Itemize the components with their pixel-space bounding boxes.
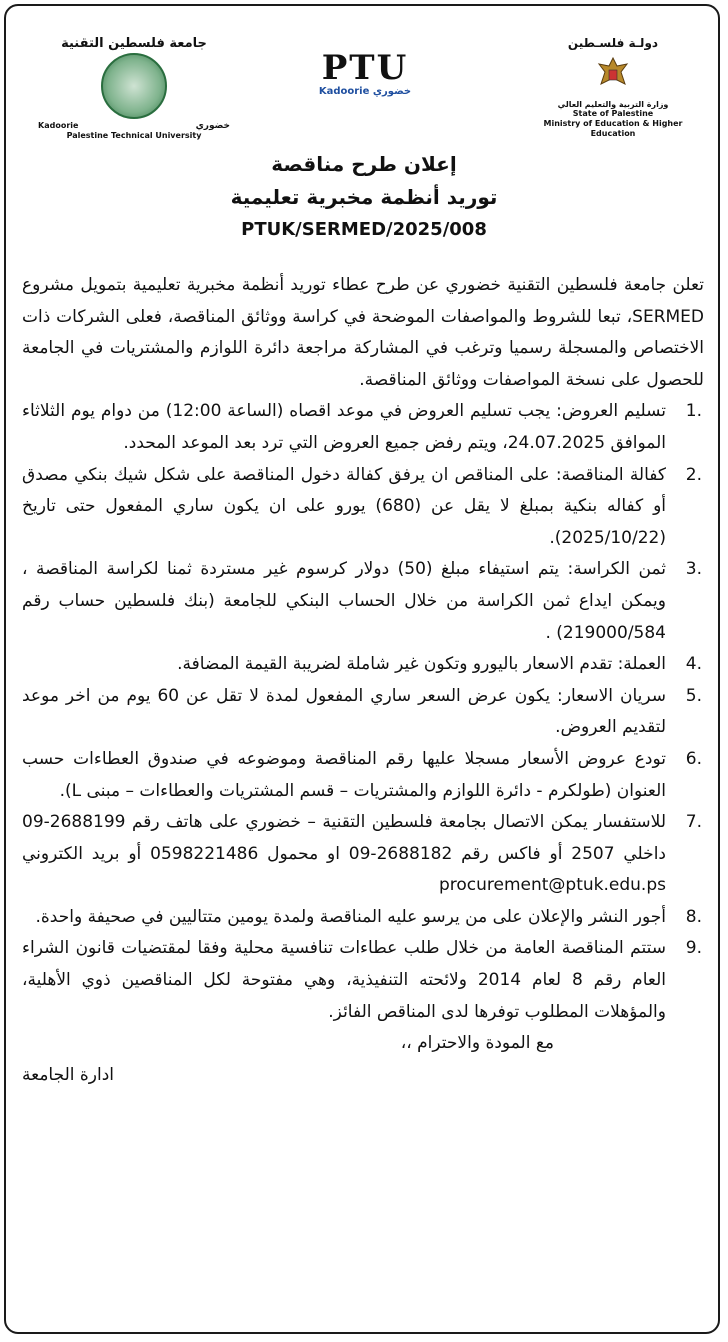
list-item: [22, 807, 704, 902]
item-text: كفالة المناقصة: على المناقص ان يرفق كفالة دخول المناقصة على شكل شيك بنكي مصدق أو كفاله بنكية بمبلغ لا يقل عن (680) يورو على ان يكون ساري المفعول حتى تاريخ (2025/10/22).: [22, 464, 666, 548]
announcement-title: [0, 148, 728, 246]
university-name-arabic: جامعة فلسطين التقنية: [61, 36, 207, 51]
ptu-logo: PTU: [321, 48, 409, 88]
ministry-name-english: Ministry of Education & Higher Education: [543, 119, 683, 138]
ptu-logo-block: [300, 50, 430, 97]
state-name-arabic: دولـة فلسـطين: [567, 36, 659, 50]
list-item: [22, 681, 704, 744]
closing-line: مع المودة والاحترام ،،: [400, 1033, 554, 1054]
item-text: للاستفسار يمكن الاتصال بجامعة فلسطين التقنية – خضوري على هاتف رقم 2688199-09 داخلي 2507 أو فاكس رقم 2688182-09 او محمول 0598221486 أو بريد الكتروني procurement@ptuk.edu.ps: [22, 812, 666, 896]
ptu-logo-subtitle: Kadoorie خضوري: [318, 86, 412, 97]
item-text: تودع عروض الأسعار مسجلا عليها رقم المناقصة وموضوعه في صندوق العطاءات حسب العنوان (طولكرم - دائرة اللوازم والمشتريات – قسم المشتريات والعطاءات – مبنى L).: [22, 748, 666, 801]
item-text: أجور النشر والإعلان على من يرسو عليه المناقصة ولمدة يومين متتاليين في صحيفة واحدة.: [35, 906, 666, 927]
item-text: سريان الاسعار: يكون عرض السعر ساري المفعول لمدة لا تقل عن 60 يوم من اخر موعد لتقديم العروض.: [22, 685, 666, 738]
conditions-list: [22, 396, 704, 1028]
intro-paragraph: تعلن جامعة فلسطين التقنية خضوري عن طرح عطاء توريد أنظمة مخبرية تعليمية بتمويل مشروع SERMED، تبعا للشروط والمواصفات الموضحة في كراسة ووثائق المناقصة، فعلى الشركات ذات الاختصاص والمسجلة رسميا وترغب في المشاركة مراجعة دائرة اللوازم والمشتريات في الجامعة للحصول على نسخة المواصفات ووثائق المناقصة.: [22, 275, 704, 390]
list-item: [22, 649, 704, 681]
item-text: ثمن الكراسة: يتم استيفاء مبلغ (50) دولار كرسوم غير مستردة ثمنا لكراسة المناقصة ، ويمكن ايداع ثمن الكراسة من خلال الحساب البنكي للجامعة (بنك فلسطين حساب رقم 219000/584) .: [22, 559, 667, 643]
item-number: 6.: [685, 748, 702, 769]
item-number: 7.: [685, 812, 702, 833]
item-number: 5.: [685, 685, 702, 706]
announcement-body: [22, 270, 704, 1091]
list-item: [22, 396, 704, 459]
item-number: 2.: [685, 464, 702, 485]
list-item: [22, 933, 704, 1028]
item-number: 1.: [685, 401, 702, 422]
item-number: 4.: [685, 654, 702, 675]
item-number: 9.: [685, 938, 702, 959]
title-line-2: توريد أنظمة مخبرية تعليمية: [230, 185, 498, 209]
list-item: [22, 554, 704, 649]
ministry-name-arabic: وزارة التربية والتعليم العالي: [557, 100, 669, 109]
university-kadoorie-english: Kadoorie: [38, 121, 79, 130]
item-text: ستتم المناقصة العامة من خلال طلب عطاءات تنافسية محلية وفقا لمقتضيات قانون الشراء العام رقم 8 لعام 2014 ولائحته التنفيذية، وهي مفتوحة لكل المناقصين ذوي الأهلية، والمؤهلات المطلوب توفرها لدى المناقص الفائز.: [22, 938, 666, 1022]
item-number: 8.: [685, 906, 702, 927]
university-name-english: Palestine Technical University: [66, 131, 202, 140]
item-text: تسليم العروض: يجب تسليم العروض في موعد اقصاه (الساعة 12:00) من دوام يوم الثلاثاء الموافق 24.07.2025، ويتم رفض جميع العروض التي ترد بعد الموعد المحدد.: [22, 401, 666, 453]
tender-reference: PTUK/SERMED/2025/008: [241, 219, 487, 240]
palestine-eagle-icon: [593, 54, 633, 94]
title-line-1: إعلان طرح مناقصة: [271, 152, 457, 176]
university-logo-block: [34, 36, 234, 141]
item-number: 3.: [685, 559, 702, 580]
list-item: [22, 460, 704, 555]
signature: ادارة الجامعة: [22, 1064, 115, 1085]
university-seal-icon: [101, 53, 167, 119]
list-item: [22, 744, 704, 807]
university-kadoorie-arabic: خضوري: [195, 121, 230, 131]
list-item: [22, 902, 704, 934]
ministry-logo-block: [528, 36, 698, 139]
state-name-english: State of Palestine: [572, 109, 654, 118]
item-text: العملة: تقدم الاسعار باليورو وتكون غير شاملة لضريبة القيمة المضافة.: [177, 654, 666, 675]
letterhead: [0, 0, 728, 140]
